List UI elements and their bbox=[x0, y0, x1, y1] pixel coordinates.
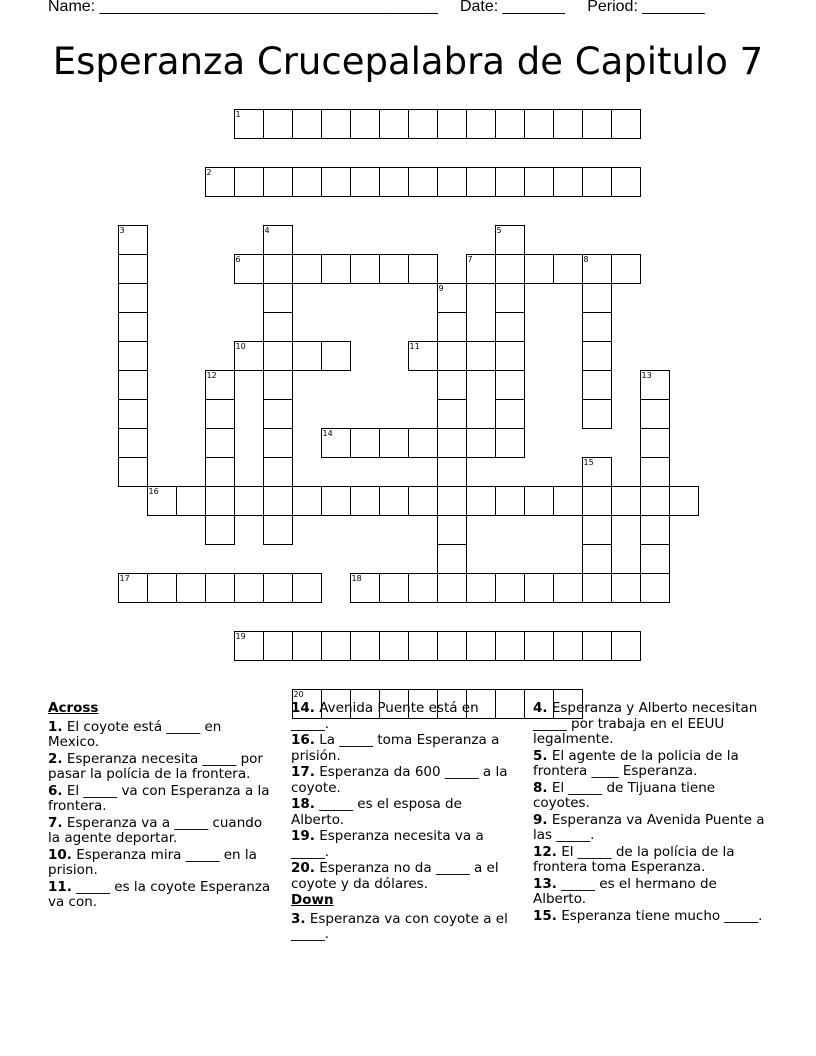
grid-cell[interactable] bbox=[553, 631, 584, 662]
grid-cell[interactable] bbox=[379, 109, 410, 140]
grid-cell[interactable] bbox=[292, 109, 323, 140]
clue-across-20: 20. Esperanza no da _____ a el coyote y da dólares. bbox=[291, 860, 499, 892]
grid-cell[interactable] bbox=[495, 254, 526, 285]
clue-number: 3 bbox=[119, 225, 125, 235]
grid-cell[interactable] bbox=[437, 486, 468, 517]
grid-cell[interactable] bbox=[495, 399, 526, 430]
grid-cell[interactable] bbox=[234, 573, 265, 604]
grid-cell[interactable] bbox=[176, 573, 207, 604]
grid-cell[interactable] bbox=[118, 254, 149, 285]
grid-cell[interactable] bbox=[466, 428, 497, 459]
grid-cell[interactable] bbox=[582, 167, 613, 198]
grid-cell[interactable] bbox=[582, 631, 613, 662]
grid-cell[interactable] bbox=[640, 457, 671, 488]
grid-cell[interactable] bbox=[205, 399, 236, 430]
grid-cell[interactable] bbox=[234, 341, 265, 372]
grid-cell[interactable] bbox=[118, 399, 149, 430]
grid-cell[interactable] bbox=[379, 573, 410, 604]
grid-cell[interactable] bbox=[263, 312, 294, 343]
grid-cell[interactable] bbox=[321, 254, 352, 285]
grid-cell[interactable] bbox=[263, 457, 294, 488]
clue-across-19: 19. Esperanza necesita va a _____. bbox=[291, 828, 484, 860]
grid-cell[interactable] bbox=[611, 486, 642, 517]
clue-down-13: 13. _____ es el hermano de Alberto. bbox=[533, 875, 717, 907]
clue-down-4: 4. Esperanza y Alberto necesitan _____ por trabaja en el EEUU legalmente. bbox=[533, 700, 758, 747]
grid-cell[interactable] bbox=[466, 109, 497, 140]
grid-cell[interactable] bbox=[263, 341, 294, 372]
grid-cell[interactable] bbox=[350, 254, 381, 285]
clue-across-2: 2. Esperanza necesita _____ por pasar la polícia de la frontera. bbox=[48, 750, 263, 782]
clue-down-8: 8. El _____ de Tijuana tiene coyotes. bbox=[533, 779, 716, 811]
date-label: Date: bbox=[459, 0, 499, 15]
down-heading: Down bbox=[291, 892, 334, 908]
clue-number: 6 bbox=[235, 254, 241, 264]
grid-cell[interactable] bbox=[437, 370, 468, 401]
clue-across-6: 6. El _____ va con Esperanza a la frontera. bbox=[48, 782, 270, 814]
grid-cell[interactable] bbox=[263, 573, 294, 604]
grid-cell[interactable] bbox=[553, 167, 584, 198]
grid-cell[interactable] bbox=[118, 428, 149, 459]
grid-cell[interactable] bbox=[437, 109, 468, 140]
grid-cell[interactable] bbox=[379, 486, 410, 517]
grid-cell[interactable] bbox=[437, 573, 468, 604]
grid-cell[interactable] bbox=[524, 573, 555, 604]
grid-cell[interactable] bbox=[292, 631, 323, 662]
grid-cell[interactable] bbox=[263, 486, 294, 517]
grid-cell[interactable] bbox=[553, 486, 584, 517]
grid-cell[interactable] bbox=[495, 225, 526, 256]
grid-cell[interactable] bbox=[466, 341, 497, 372]
grid-cell[interactable] bbox=[582, 109, 613, 140]
period-label: Period: bbox=[587, 0, 638, 15]
grid-cell[interactable] bbox=[408, 167, 439, 198]
grid-cell[interactable] bbox=[582, 370, 613, 401]
grid-cell[interactable] bbox=[118, 225, 149, 256]
date-line[interactable]: _______ bbox=[502, 0, 565, 15]
grid-cell[interactable] bbox=[118, 283, 149, 314]
clue-across-1: 1. El coyote está _____ en Mexico. bbox=[48, 718, 222, 750]
grid-cell[interactable] bbox=[379, 428, 410, 459]
grid-cell[interactable] bbox=[263, 109, 294, 140]
grid-cell[interactable] bbox=[611, 109, 642, 140]
grid-cell[interactable] bbox=[466, 631, 497, 662]
grid-cell[interactable] bbox=[205, 428, 236, 459]
grid-cell[interactable] bbox=[437, 167, 468, 198]
grid-cell[interactable] bbox=[611, 167, 642, 198]
clue-across-14: 14. Avenida Puente está en _____. bbox=[291, 700, 479, 732]
grid-cell[interactable] bbox=[234, 486, 265, 517]
grid-cell[interactable] bbox=[292, 254, 323, 285]
grid-cell[interactable] bbox=[466, 573, 497, 604]
grid-cell[interactable] bbox=[437, 428, 468, 459]
grid-cell[interactable] bbox=[263, 428, 294, 459]
grid-cell[interactable] bbox=[205, 573, 236, 604]
clue-down-15: 15. Esperanza tiene mucho _____. bbox=[533, 907, 763, 924]
grid-cell[interactable] bbox=[321, 167, 352, 198]
grid-cell[interactable] bbox=[263, 399, 294, 430]
grid-cell[interactable] bbox=[118, 573, 149, 604]
grid-cell[interactable] bbox=[205, 486, 236, 517]
grid-cell[interactable] bbox=[640, 486, 671, 517]
grid-cell[interactable] bbox=[321, 486, 352, 517]
clue-number: 16 bbox=[148, 486, 159, 496]
grid-cell[interactable] bbox=[118, 341, 149, 372]
grid-cell[interactable] bbox=[640, 428, 671, 459]
grid-cell[interactable] bbox=[640, 399, 671, 430]
grid-cell[interactable] bbox=[524, 109, 555, 140]
clue-down-5: 5. El agente de la policia de la frontera ____ Esperanza. bbox=[533, 747, 739, 779]
grid-cell[interactable] bbox=[640, 573, 671, 604]
clue-number: 7 bbox=[467, 254, 473, 264]
grid-cell[interactable] bbox=[118, 370, 149, 401]
grid-cell[interactable] bbox=[611, 573, 642, 604]
grid-cell[interactable] bbox=[408, 428, 439, 459]
grid-cell[interactable] bbox=[582, 515, 613, 546]
grid-cell[interactable] bbox=[524, 631, 555, 662]
grid-cell[interactable] bbox=[292, 486, 323, 517]
clue-down-12: 12. El _____ de la polícia de la frontera toma Esperanza. bbox=[533, 843, 735, 875]
grid-cell[interactable] bbox=[495, 283, 526, 314]
clue-down-3: 3. Esperanza va con coyote a el _____. bbox=[291, 910, 508, 942]
clue-across-11: 11. _____ es la coyote Esperanza va con. bbox=[48, 878, 271, 910]
grid-cell[interactable] bbox=[495, 167, 526, 198]
clue-number: 14 bbox=[322, 428, 333, 438]
page-title: Esperanza Crucepalabra de Capitulo 7 bbox=[52, 40, 764, 83]
grid-cell[interactable] bbox=[408, 573, 439, 604]
grid-cell[interactable] bbox=[321, 631, 352, 662]
grid-cell[interactable] bbox=[205, 167, 236, 198]
grid-cell[interactable] bbox=[205, 457, 236, 488]
grid-cell[interactable] bbox=[495, 341, 526, 372]
grid-cell[interactable] bbox=[234, 254, 265, 285]
grid-cell[interactable] bbox=[582, 283, 613, 314]
grid-cell[interactable] bbox=[437, 457, 468, 488]
grid-cell[interactable] bbox=[437, 399, 468, 430]
grid-cell[interactable] bbox=[553, 573, 584, 604]
clue-number: 13 bbox=[641, 370, 652, 380]
clue-down-9: 9. Esperanza va Avenida Puente a las _____. bbox=[533, 811, 765, 843]
clue-number: 19 bbox=[235, 631, 246, 641]
grid-cell[interactable] bbox=[321, 109, 352, 140]
grid-cell[interactable] bbox=[147, 573, 178, 604]
grid-cell[interactable] bbox=[263, 370, 294, 401]
grid-cell[interactable] bbox=[176, 486, 207, 517]
grid-cell[interactable] bbox=[495, 573, 526, 604]
period-line[interactable]: _______ bbox=[642, 0, 705, 15]
clue-number: 1 bbox=[235, 109, 241, 119]
grid-cell[interactable] bbox=[408, 631, 439, 662]
grid-cell[interactable] bbox=[582, 544, 613, 575]
grid-cell[interactable] bbox=[495, 428, 526, 459]
grid-cell[interactable] bbox=[553, 254, 584, 285]
grid-cell[interactable] bbox=[582, 457, 613, 488]
grid-cell[interactable] bbox=[582, 399, 613, 430]
grid-cell[interactable] bbox=[263, 283, 294, 314]
grid-cell[interactable] bbox=[408, 254, 439, 285]
grid-cell[interactable] bbox=[582, 254, 613, 285]
grid-cell[interactable] bbox=[437, 631, 468, 662]
grid-cell[interactable] bbox=[408, 109, 439, 140]
clue-across-10: 10. Esperanza mira _____ en la prision. bbox=[48, 846, 257, 878]
clue-number: 18 bbox=[351, 573, 362, 583]
grid-cell[interactable] bbox=[611, 254, 642, 285]
grid-cell[interactable] bbox=[437, 515, 468, 546]
grid-cell[interactable] bbox=[350, 167, 381, 198]
grid-cell[interactable] bbox=[118, 312, 149, 343]
clue-number: 2 bbox=[206, 167, 212, 177]
grid-cell[interactable] bbox=[553, 109, 584, 140]
grid-cell[interactable] bbox=[379, 167, 410, 198]
grid-cell[interactable] bbox=[292, 573, 323, 604]
grid-cell[interactable] bbox=[379, 254, 410, 285]
grid-cell[interactable] bbox=[205, 515, 236, 546]
grid-cell[interactable] bbox=[495, 631, 526, 662]
grid-cell[interactable] bbox=[640, 370, 671, 401]
grid-cell[interactable] bbox=[263, 631, 294, 662]
grid-cell[interactable] bbox=[234, 109, 265, 140]
grid-cell[interactable] bbox=[437, 544, 468, 575]
grid-cell[interactable] bbox=[437, 312, 468, 343]
grid-cell[interactable] bbox=[466, 254, 497, 285]
grid-cell[interactable] bbox=[524, 254, 555, 285]
grid-cell[interactable] bbox=[582, 312, 613, 343]
grid-cell[interactable] bbox=[524, 486, 555, 517]
grid-cell[interactable] bbox=[582, 573, 613, 604]
grid-cell[interactable] bbox=[495, 109, 526, 140]
grid-cell[interactable] bbox=[640, 515, 671, 546]
grid-cell[interactable] bbox=[263, 167, 294, 198]
grid-cell[interactable] bbox=[263, 254, 294, 285]
grid-cell[interactable] bbox=[292, 167, 323, 198]
clues-column-2 bbox=[291, 701, 517, 944]
grid-cell[interactable] bbox=[118, 457, 149, 488]
grid-cell[interactable] bbox=[495, 370, 526, 401]
clue-across-18: 18. _____ es el esposa de Alberto. bbox=[291, 796, 462, 828]
grid-cell[interactable] bbox=[263, 225, 294, 256]
name-line[interactable]: ______________________________________ bbox=[99, 0, 438, 15]
grid-cell[interactable] bbox=[437, 283, 468, 314]
clue-across-17: 17. Esperanza da 600 _____ a la coyote. bbox=[291, 764, 508, 796]
grid-cell[interactable] bbox=[350, 631, 381, 662]
clue-number: 20 bbox=[293, 689, 304, 699]
grid-cell[interactable] bbox=[379, 631, 410, 662]
clues-column-3 bbox=[533, 701, 769, 925]
grid-cell[interactable] bbox=[205, 370, 236, 401]
grid-cell[interactable] bbox=[408, 486, 439, 517]
clue-number: 17 bbox=[119, 573, 130, 583]
clue-number: 9 bbox=[438, 283, 444, 293]
grid-cell[interactable] bbox=[321, 341, 352, 372]
grid-cell[interactable] bbox=[350, 486, 381, 517]
grid-cell[interactable] bbox=[669, 486, 700, 517]
across-heading: Across bbox=[48, 700, 99, 716]
clue-across-7: 7. Esperanza va a _____ cuando la agente deportar. bbox=[48, 814, 263, 846]
clue-number: 5 bbox=[496, 225, 502, 235]
clue-number: 11 bbox=[409, 341, 420, 351]
clue-number: 8 bbox=[583, 254, 589, 264]
grid-cell[interactable] bbox=[350, 428, 381, 459]
grid-cell[interactable] bbox=[263, 515, 294, 546]
grid-cell[interactable] bbox=[524, 167, 555, 198]
grid-cell[interactable] bbox=[495, 312, 526, 343]
clues-column-1 bbox=[48, 701, 274, 912]
grid-cell[interactable] bbox=[147, 486, 178, 517]
clue-across-16: 16. La _____ toma Esperanza a prisión. bbox=[291, 732, 500, 764]
grid-cell[interactable] bbox=[350, 573, 381, 604]
grid-cell[interactable] bbox=[292, 341, 323, 372]
grid-cell[interactable] bbox=[466, 167, 497, 198]
grid-cell[interactable] bbox=[437, 341, 468, 372]
clue-number: 12 bbox=[206, 370, 217, 380]
grid-cell[interactable] bbox=[495, 486, 526, 517]
grid-cell[interactable] bbox=[234, 631, 265, 662]
grid-cell[interactable] bbox=[466, 486, 497, 517]
grid-cell[interactable] bbox=[640, 544, 671, 575]
grid-cell[interactable] bbox=[350, 109, 381, 140]
grid-cell[interactable] bbox=[234, 167, 265, 198]
grid-cell[interactable] bbox=[408, 341, 439, 372]
clue-number: 10 bbox=[235, 341, 246, 351]
grid-cell[interactable] bbox=[582, 486, 613, 517]
clue-number: 15 bbox=[583, 457, 594, 467]
grid-cell[interactable] bbox=[321, 428, 352, 459]
name-label: Name: bbox=[48, 0, 96, 15]
grid-cell[interactable] bbox=[582, 341, 613, 372]
clue-number: 4 bbox=[264, 225, 270, 235]
grid-cell[interactable] bbox=[611, 631, 642, 662]
